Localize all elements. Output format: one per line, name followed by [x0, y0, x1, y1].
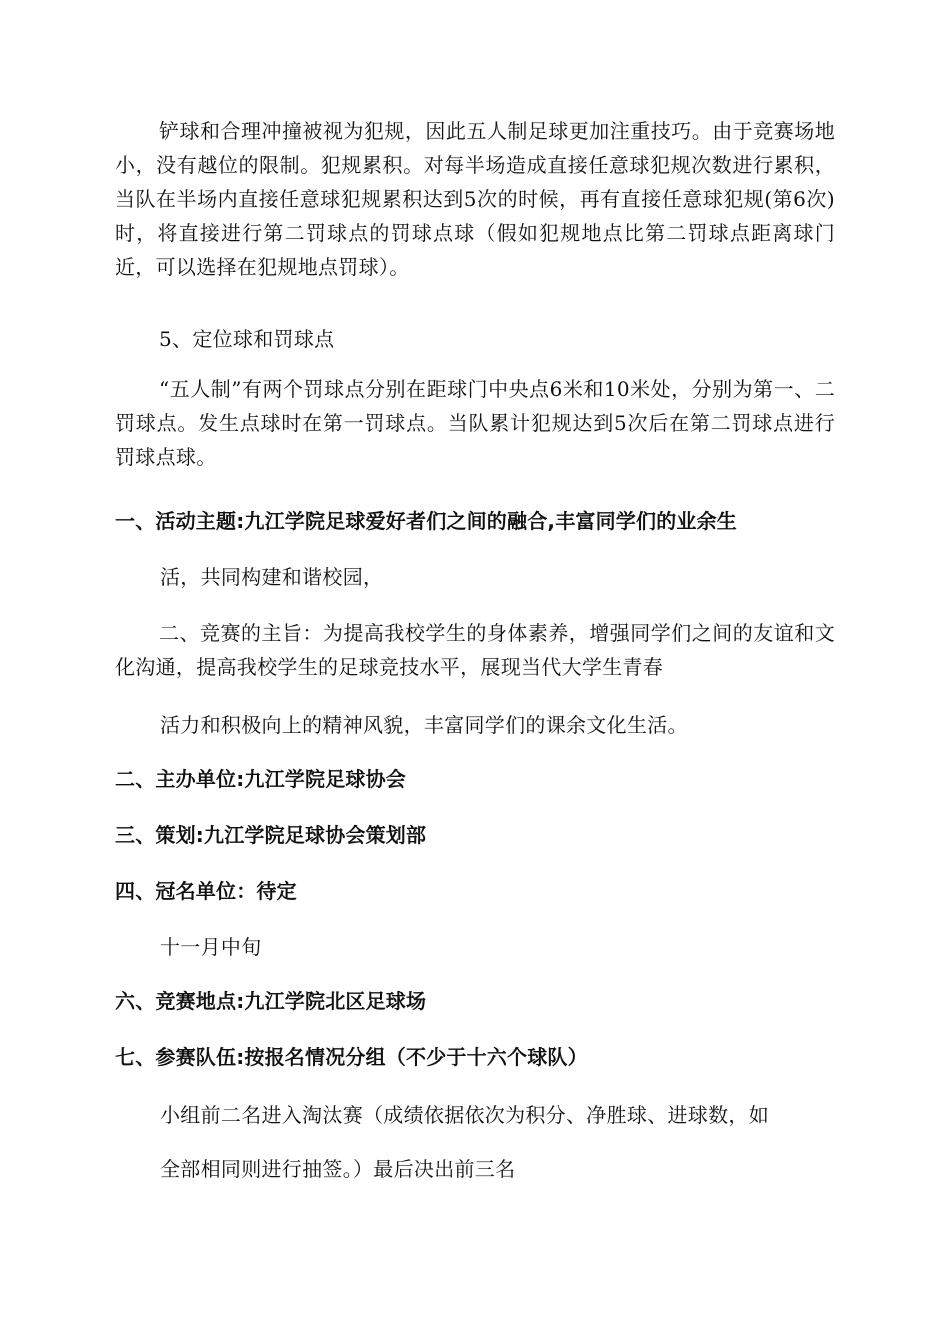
paragraph-fouls: 铲球和合理冲撞被视为犯规，因此五人制足球更加注重技巧。由于竞赛场地小，没有越位的限制。犯规累积。对每半场造成直接任意球犯规次数进行累积，当队在半场内直接任意球犯规累积达到5次的时候，再有直接任意球犯规(第6次)时，将直接进行第二罚球点的罚球点球（假如犯规地点比第二罚球点距离球门近，可以选择在犯规地点罚球）。: [115, 119, 835, 279]
paragraph-penalty-spots: “五人制”有两个罚球点分别在距球门中央点6米和10米处，分别为第一、二罚球点。发生点球时在第一罚球点。当队累计犯规达到5次后在第二罚球点进行罚球点球。: [115, 377, 835, 469]
heading-activity-theme: 一、活动主题:九江学院足球爱好者们之间的融合,丰富同学们的业余生: [115, 509, 737, 533]
heading-venue: 六、竞赛地点:九江学院北区足球场: [115, 989, 427, 1013]
paragraph-rules-line-1: 小组前二名进入淘汰赛（成绩依据依次为积分、净胜球、进球数，如: [160, 1103, 769, 1127]
heading-teams: 七、参赛队伍:按报名情况分组（不少于十六个球队）: [115, 1045, 588, 1069]
paragraph-rules-line-2: 全部相同则进行抽签。）最后决出前三名: [160, 1157, 516, 1181]
date-line: 十一月中旬: [160, 935, 262, 959]
paragraph-purpose: 二、竞赛的主旨：为提高我校学生的身体素养，增强同学们之间的友谊和文化沟通，提高我校学生的足球竞技水平，展现当代大学生青春: [115, 621, 835, 679]
heading-planning: 三、策划:九江学院足球协会策划部: [115, 823, 427, 847]
heading-host-unit: 二、主办单位:九江学院足球协会: [115, 767, 406, 791]
heading-title-sponsor: 四、冠名单位：待定: [115, 879, 297, 903]
item-5-title: 5、定位球和罚球点: [159, 327, 335, 351]
theme-continuation: 活，共同构建和谐校园，: [160, 565, 384, 589]
purpose-continuation: 活力和积极向上的精神风貌，丰富同学们的课余文化生活。: [160, 713, 688, 737]
